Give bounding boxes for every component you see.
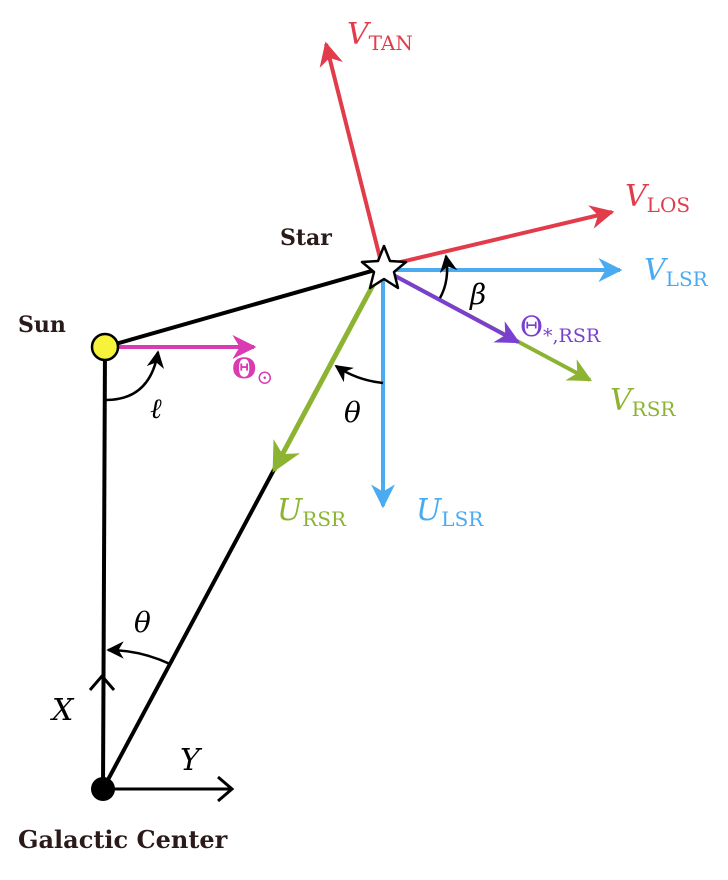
gc-to-sun-line — [103, 347, 105, 789]
theta-gc-angle-label: θ — [134, 606, 151, 639]
sun-label: Sun — [18, 312, 66, 338]
theta-star-angle-label: θ — [344, 396, 361, 429]
v-tan-label: VTAN — [347, 17, 413, 55]
v-los-label: VLOS — [625, 179, 691, 217]
v-tan-arrow — [326, 44, 380, 258]
u-lsr-label: ULSR — [416, 493, 484, 531]
y-axis-label: Y — [180, 743, 200, 778]
sun-icon — [92, 334, 118, 360]
theta-star-rsr-label: Θ*,RSR — [520, 310, 601, 347]
galactic-center-dot — [91, 777, 115, 801]
v-los-arrow — [384, 212, 612, 266]
v-rsr-label: VRSR — [610, 383, 676, 421]
sun-to-star-line — [105, 268, 382, 347]
beta-angle-label: β — [470, 278, 487, 311]
x-axis-label: X — [52, 693, 74, 728]
galactic-center-label: Galactic Center — [18, 825, 228, 854]
theta-star-rsr-arrow — [384, 270, 518, 342]
ell-angle-label: ℓ — [150, 392, 162, 425]
theta-sun-label: Θ⊙ — [232, 352, 274, 389]
star-label: Star — [280, 225, 332, 251]
u-rsr-label: URSR — [277, 493, 347, 531]
beta-angle-arc — [440, 256, 447, 298]
theta-gc-angle-arc — [108, 650, 170, 664]
u-rsr-arrow — [274, 272, 380, 470]
theta-star-angle-arc — [336, 366, 383, 383]
v-lsr-label: VLSR — [644, 253, 708, 291]
